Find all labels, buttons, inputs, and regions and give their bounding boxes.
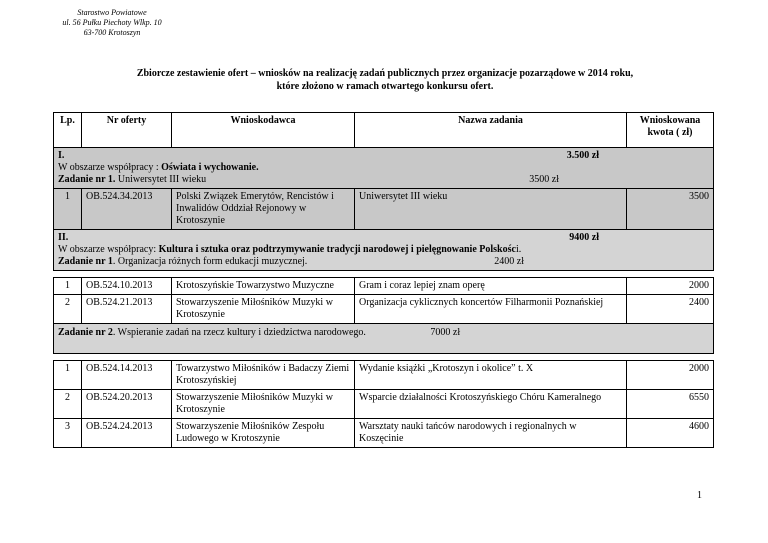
table-row: 2 OB.524.21.2013 Stowarzyszenie Miłośników Muzyki w Krotoszynie Organizacja cyklicznych koncertów Filharmonii Poznańskiej 2400: [54, 295, 714, 324]
section-2-header: [54, 230, 714, 271]
section-1-area: W obszarze współpracy : Oświata i wychowanie.: [58, 162, 259, 173]
header-line-2: ul. 56 Pułku Piechoty Wlkp. 10: [62, 18, 162, 27]
section-2-task-1-amount: 2400 zł: [494, 256, 524, 267]
section-2-roman: II.: [58, 232, 69, 243]
section-1-roman: I.: [58, 150, 65, 161]
table-row: 3 OB.524.24.2013 Stowarzyszenie Miłośników Zespołu Ludowego w Krotoszynie Warsztaty nauki tańców narodowych i regionalnych w Koszęcinie 4600: [54, 419, 714, 448]
title-line-2: które złożono w ramach otwartego konkursu ofert.: [276, 81, 494, 92]
header-line-1: Starostwo Powiatowe: [77, 8, 147, 17]
section-1-task-amount: 3500 zł: [529, 174, 559, 185]
section-1-total: 3.500 zł: [566, 150, 599, 161]
page-number: 1: [697, 490, 702, 501]
section-2-task-2: Zadanie nr 2. Wspieranie zadań na rzecz kultury i dziedzictwa narodowego. 7000 zł: [54, 324, 714, 354]
table-header-row: [54, 113, 714, 148]
table-row: 1 OB.524.10.2013 Krotoszyńskie Towarzystwo Muzyczne Gram i coraz lepiej znam operę 2000: [54, 278, 714, 295]
header-kwota: Wnioskowana kwota ( zł): [627, 113, 714, 148]
table-row: 1 OB.524.14.2013 Towarzystwo Miłośników i Badaczy Ziemi Krotoszyńskiej Wydanie książki „Krotoszyn i okolice” t. X 2000: [54, 361, 714, 390]
section-2-total: 9400 zł: [569, 232, 599, 243]
table-row: 2 OB.524.20.2013 Stowarzyszenie Miłośników Muzyki w Krotoszynie Wsparcie działalności Krotoszyńskiego Chóru Kameralnego 6550: [54, 390, 714, 419]
section-1-task: Zadanie nr 1. Uniwersytet III wieku 3500 zł: [58, 174, 559, 185]
section-2-task-2-amount: 7000 zł: [430, 327, 461, 338]
header-line-3: 63-700 Krotoszyn: [83, 28, 141, 37]
header-lp: Lp.: [54, 113, 82, 148]
title-line-1: Zbiorcze zestawienie ofert – wniosków na realizację zadań publicznych przez organizacje pozarządowe w 2014 roku,: [136, 68, 634, 79]
offers-table: [53, 112, 714, 448]
section-1-header: [54, 148, 714, 189]
header-wnioskodawca: Wnioskodawca: [172, 113, 355, 148]
document-title: [60, 67, 710, 93]
table-row: 1 OB.524.34.2013 Polski Związek Emerytów, Rencistów i Inwalidów Oddział Rejonowy w Krotoszynie Uniwersytet III wieku 3500: [54, 189, 714, 230]
section-2-task-1: Zadanie nr 1. Organizacja różnych form edukacji muzycznej. 2400 zł: [58, 256, 524, 267]
institution-header: [62, 8, 162, 38]
section-2-area: W obszarze współpracy: Kultura i sztuka oraz podtrzymywanie tradycji narodowej i pielęgnowanie Polskości.: [58, 244, 522, 255]
header-nr-oferty: Nr oferty: [82, 113, 172, 148]
header-nazwa-zadania: Nazwa zadania: [355, 113, 627, 148]
